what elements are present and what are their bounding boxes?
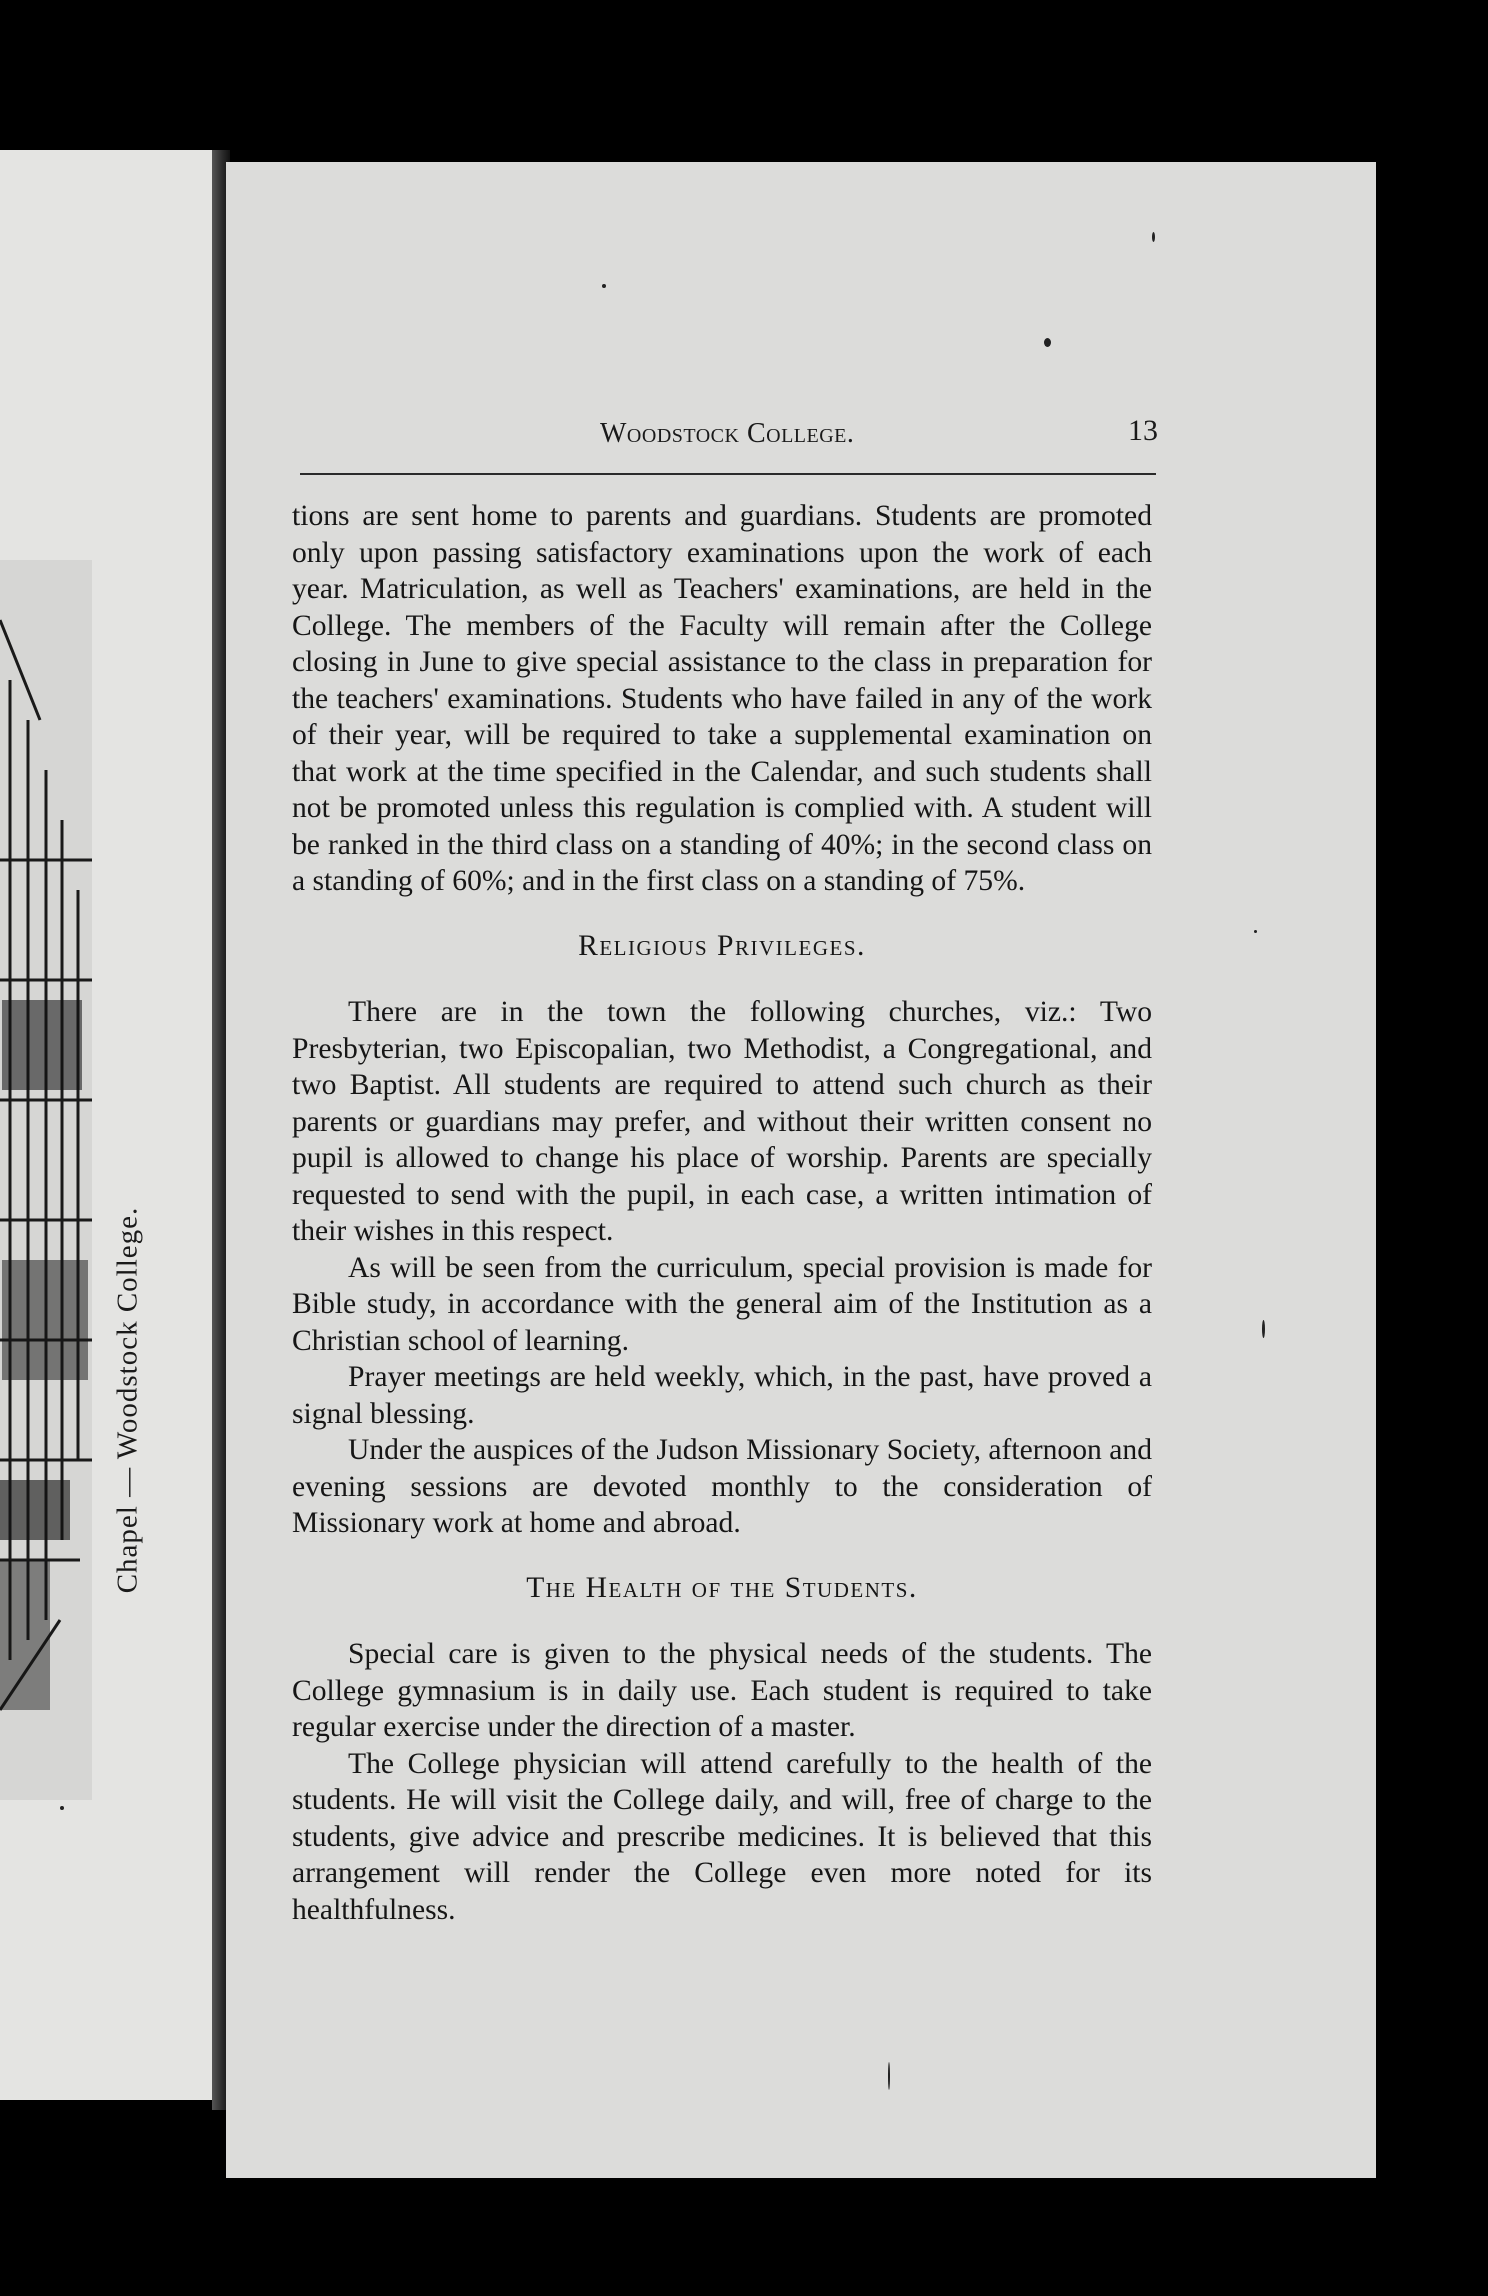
page-body [292, 498, 1152, 1928]
chapel-engraving [0, 560, 92, 1800]
paragraph-5: Under the auspices of the Judson Missionary Society, afternoon and evening sessions are devoted monthly to the consideration of Missionary work at home and abroad. [292, 1434, 1152, 1539]
page-number: 13 [1128, 414, 1158, 447]
illustration-caption: Chapel — Woodstock College. [111, 1206, 144, 1594]
paragraph-6: Special care is given to the physical needs of the students. The College gymnasium is in daily use. Each student is required to take regular exercise under the direction of a master. [292, 1638, 1152, 1743]
running-title: Woodstock College. [600, 418, 855, 449]
paragraph-4: Prayer meetings are held weekly, which, in the past, have proved a signal blessing. [292, 1361, 1152, 1430]
paragraph-1: tions are sent home to parents and guardians. Students are promoted only upon passing satisfactory examinations upon the work of each year. Matriculation, as well as Teachers' examinations, are held in the College. The members of the Faculty will remain after the College closing in June to give special assistance to the class in preparation for the teachers' examinations. Students who have failed in any of the work of their year, will be required to take a supplemental examination on that work at the time specified in the Calendar, and such students shall not be promoted unless this regulation is complied with. A student will be ranked in the third class on a standing of 40%; in the second class on a standing of 60%; and in the first class on a standing of 75%. [292, 500, 1152, 897]
paragraph-2: There are in the town the following churches, viz.: Two Presbyterian, two Episcopalian, two Methodist, a Congregational, and two Baptist. All students are required to attend such church as their parents or guardians may prefer, and without their written consent no pupil is allowed to change his place of worship. Parents are specially requested to send with the pupil, in each case, a written intimation of their wishes in this respect. [292, 996, 1152, 1247]
paragraph-3: As will be seen from the curriculum, special provision is made for Bible study, in accordance with the general aim of the Institution as a Christian school of learning. [292, 1251, 1152, 1357]
paragraph-7: The College physician will attend carefully to the health of the students. He will visit the College daily, and will, free of charge to the students, give advice and prescribe medicines. It is believed that this arrangement will render the College even more noted for its healthfulness. [292, 1747, 1152, 1926]
heading-religious-privileges: Religious Privileges. [578, 929, 866, 962]
header-rule [300, 473, 1156, 475]
heading-health-of-students: The Health of the Students. [526, 1571, 918, 1604]
